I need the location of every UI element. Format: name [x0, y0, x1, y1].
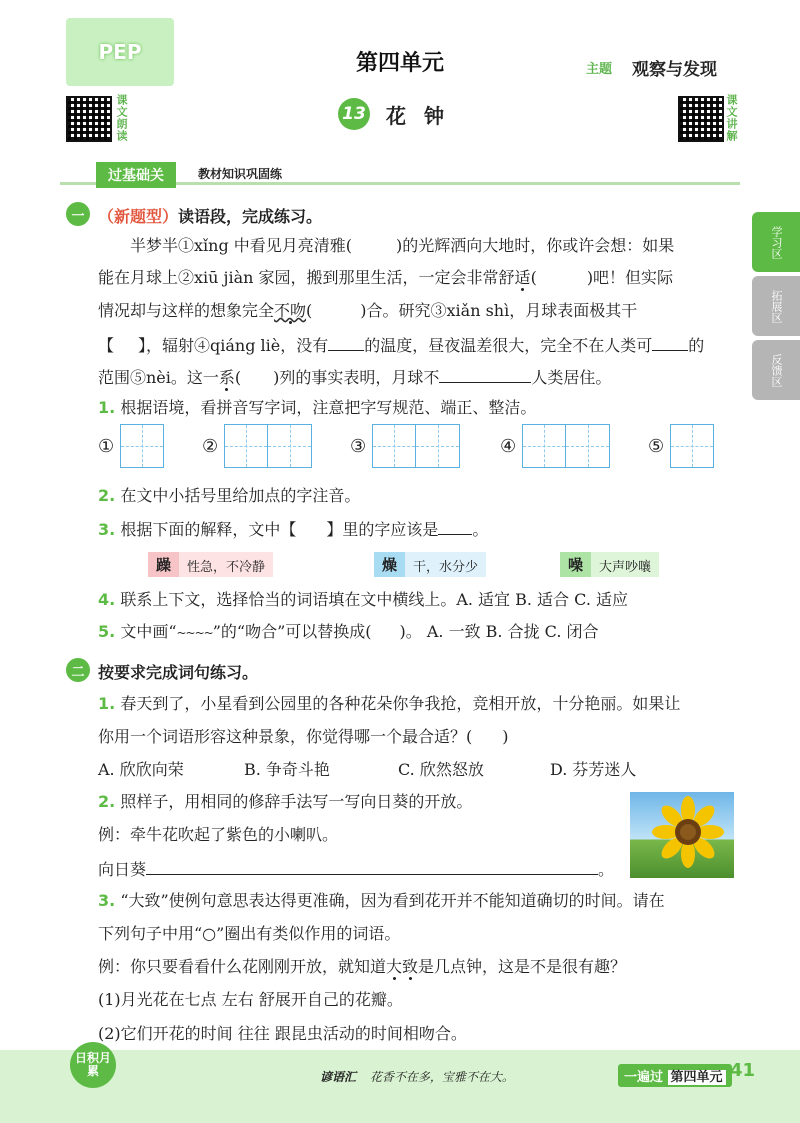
section-label: 过基础关 [96, 162, 176, 188]
option-b[interactable]: B. 争奇斗艳 [244, 760, 330, 779]
page-number: 41 [730, 1060, 756, 1081]
question-number: 3. [98, 520, 116, 539]
passage-text: 能在月球上②xiū jiàn 家园，搬到那里生活，一定会非常舒 [98, 268, 515, 287]
grid-label: ② [202, 435, 219, 457]
grid-group-1 [98, 424, 202, 468]
question-text: 照样子，用相同的修辞手法写一写向日葵的开放。 [120, 792, 473, 811]
passage-text: ( [234, 368, 242, 387]
dotted-char: 致 [402, 957, 419, 976]
question-2-1-options [98, 760, 636, 780]
section-two-heading: 按要求完成词句练习。 [98, 663, 259, 682]
passage-text: 的温度，昼夜温差很大，完全不在人类可 [364, 336, 653, 355]
fill-blank[interactable] [438, 518, 472, 535]
side-tab-label: 学习区 [770, 225, 783, 259]
chip-2 [374, 552, 486, 577]
question-text: 联系上下文，选择恰当的词语填在文中横线上。A. 适宜 B. 适合 C. 适应 [120, 590, 628, 609]
question-text: ) [502, 727, 509, 746]
question-2-3 [98, 891, 665, 911]
sentence-1[interactable]: (1)月光花在七点 左右 舒展开自己的花瓣。 [98, 990, 403, 1009]
grid-label: ① [98, 435, 115, 457]
qr-right-label: 课文讲解 [725, 94, 738, 142]
section-subtitle: 教材知识巩固练 [198, 167, 283, 181]
answer-prompt: 向日葵 [98, 860, 147, 879]
qr-left-label: 课文朗读 [115, 94, 128, 142]
writing-box[interactable] [566, 424, 610, 468]
question-1-2 [98, 486, 360, 506]
lesson-number-badge: 13 [338, 98, 370, 130]
question-text: ”的“吻合”可以替换成( [212, 622, 372, 641]
question-number: 1. [98, 398, 116, 417]
footer-unit: 第四单元 [668, 1070, 726, 1085]
example-text: 是几点钟，这是不是很有趣？ [418, 957, 627, 976]
side-tab-label: 拓展区 [770, 289, 783, 323]
question-text: 根据语境，看拼音写字词，注意把字写规范、端正、整洁。 [120, 398, 537, 417]
option-c[interactable]: C. 欣然怒放 [398, 760, 484, 779]
section-one-title: 读语段，完成练习。 [178, 207, 323, 226]
grid-group-2 [202, 424, 350, 468]
chip-meaning: 干，水分少 [405, 552, 486, 577]
passage-text: ( [530, 268, 537, 287]
chip-1 [148, 552, 273, 577]
sentence-2[interactable]: (2)它们开花的时间 往往 跟昆虫活动的时间相吻合。 [98, 1024, 467, 1043]
passage-text: )吧！但实际 [586, 268, 674, 287]
chip-char: 燥 [374, 552, 405, 577]
passage-text: 【 [98, 336, 115, 355]
side-tab-feedback[interactable] [752, 340, 800, 400]
question-number: 3. [98, 891, 116, 910]
passage-text: 半梦半①xǐng 中看见月亮清雅( [130, 236, 353, 255]
lesson-title: 花钟 [386, 103, 462, 128]
question-2-1-cont [98, 727, 509, 747]
footer-saying [320, 1068, 514, 1085]
lesson-heading [0, 98, 800, 130]
question-number: 5. [98, 622, 116, 641]
question-2-3-cont: 下列句子中用“○”圈出有类似作用的词语。 [98, 924, 401, 943]
writing-grids [98, 424, 714, 468]
new-type-tag: （新题型） [98, 207, 179, 226]
wave-mark: ~~~~ [176, 626, 213, 640]
question-text: “大致”使例句意思表达得更准确，因为看到花开并不能知道确切的时间。请在 [120, 891, 665, 910]
passage-text: 范围⑤nèi。这一 [98, 368, 219, 387]
passage-text: )列的事实表明，月球不 [273, 368, 440, 387]
writing-box[interactable] [120, 424, 164, 468]
passage-text: 情况却与这样的想象完全 [98, 301, 275, 320]
writing-box[interactable] [224, 424, 268, 468]
question-1-1 [98, 398, 536, 418]
saying-text: 花香不在多，宝雅不在大。 [369, 1070, 514, 1084]
dotted-char: 系 [218, 368, 235, 387]
grid-group-4 [500, 424, 648, 468]
side-tab-extend[interactable] [752, 276, 800, 336]
chip-char: 噪 [560, 552, 591, 577]
dotted-char: 适 [514, 268, 531, 287]
grid-label: ③ [350, 435, 367, 457]
passage-line-3 [98, 301, 637, 321]
question-number: 1. [98, 694, 116, 713]
question-text: 文中画“ [120, 622, 177, 641]
passage-text: ( [306, 301, 313, 320]
passage-text: )合。研究③xiǎn shì，月球表面极其干 [360, 301, 638, 320]
section-one-heading [98, 204, 322, 227]
question-text: 根据下面的解释，文中【 [120, 520, 297, 539]
passage-text: )的光辉洒向大地时，你或许会想：如果 [396, 236, 675, 255]
chip-meaning: 性急，不冷静 [179, 552, 273, 577]
grid-label: ④ [500, 435, 517, 457]
section-one-marker: 一 [66, 202, 90, 226]
theme-label: 主题 [586, 62, 613, 77]
unit-title: 第四单元 [355, 51, 444, 76]
fill-blank[interactable] [328, 334, 364, 351]
question-text: 在文中小括号里给加点的字注音。 [120, 486, 361, 505]
theme-value: 观察与发现 [632, 60, 717, 80]
answer-line [98, 858, 614, 880]
wavy-word: 不吻 [274, 301, 307, 320]
option-d[interactable]: D. 芬芳迷人 [550, 760, 637, 779]
saying-label: 谚语汇 [320, 1070, 357, 1084]
passage-text: 人类居住。 [531, 368, 612, 387]
sunflower-icon [630, 792, 734, 878]
fill-blank[interactable] [652, 334, 688, 351]
writing-box[interactable] [522, 424, 566, 468]
chip-meaning: 大声吵嚷 [591, 552, 659, 577]
grid-label: ⑤ [648, 435, 665, 457]
writing-box[interactable] [416, 424, 460, 468]
question-number: 2. [98, 486, 116, 505]
passage-line-4 [98, 334, 704, 356]
logo-text: PEP [98, 40, 142, 64]
question-1-5 [98, 622, 599, 643]
writing-box[interactable] [268, 424, 312, 468]
question-1-4 [98, 590, 628, 610]
grid-group-5 [648, 424, 714, 468]
option-a[interactable]: A. 欣欣向荣 [98, 760, 184, 779]
grid-group-3 [350, 424, 500, 468]
question-text: 。 [472, 520, 489, 539]
question-text: )。 A. 一致 B. 合拢 C. 闭合 [399, 622, 599, 641]
daily-accumulation-badge: 日积月累 [70, 1042, 116, 1088]
side-tab-study[interactable] [752, 212, 800, 272]
passage-line-1 [130, 236, 674, 256]
example-sentence-2 [98, 957, 626, 977]
question-1-3 [98, 518, 488, 540]
passage-text: 的 [688, 336, 705, 355]
section-two-marker: 二 [66, 658, 90, 682]
fill-blank[interactable] [439, 366, 531, 383]
passage-line-5 [98, 366, 611, 388]
writing-box[interactable] [372, 424, 416, 468]
sunflower-photo [630, 792, 734, 878]
passage-line-2 [98, 268, 673, 288]
dotted-char: 大 [386, 957, 403, 976]
question-2-2 [98, 792, 472, 812]
side-tab-label: 反馈区 [770, 353, 783, 387]
chip-3 [560, 552, 659, 577]
question-text: 你用一个词语形容这种景象，你觉得哪一个最合适？( [98, 727, 473, 746]
question-number: 2. [98, 792, 116, 811]
question-2-1 [98, 694, 680, 714]
answer-blank[interactable] [146, 858, 598, 875]
series-name: 一遍过 [624, 1070, 664, 1085]
writing-box[interactable] [670, 424, 714, 468]
passage-text: 】，辐射④qiáng liè，没有 [138, 336, 329, 355]
example-sentence: 例：牵牛花吹起了紫色的小喇叭。 [98, 825, 339, 844]
example-text: 例：你只要看看什么花刚刚开放，就知道 [98, 957, 387, 976]
chip-char: 躁 [148, 552, 179, 577]
question-text: 春天到了，小星看到公园里的各种花朵你争我抢，竞相开放，十分艳丽。如果让 [120, 694, 681, 713]
footer-unit-tag [618, 1064, 732, 1087]
question-text: 。 [598, 860, 615, 879]
question-number: 4. [98, 590, 116, 609]
question-text: 】里的字应该是 [326, 520, 439, 539]
